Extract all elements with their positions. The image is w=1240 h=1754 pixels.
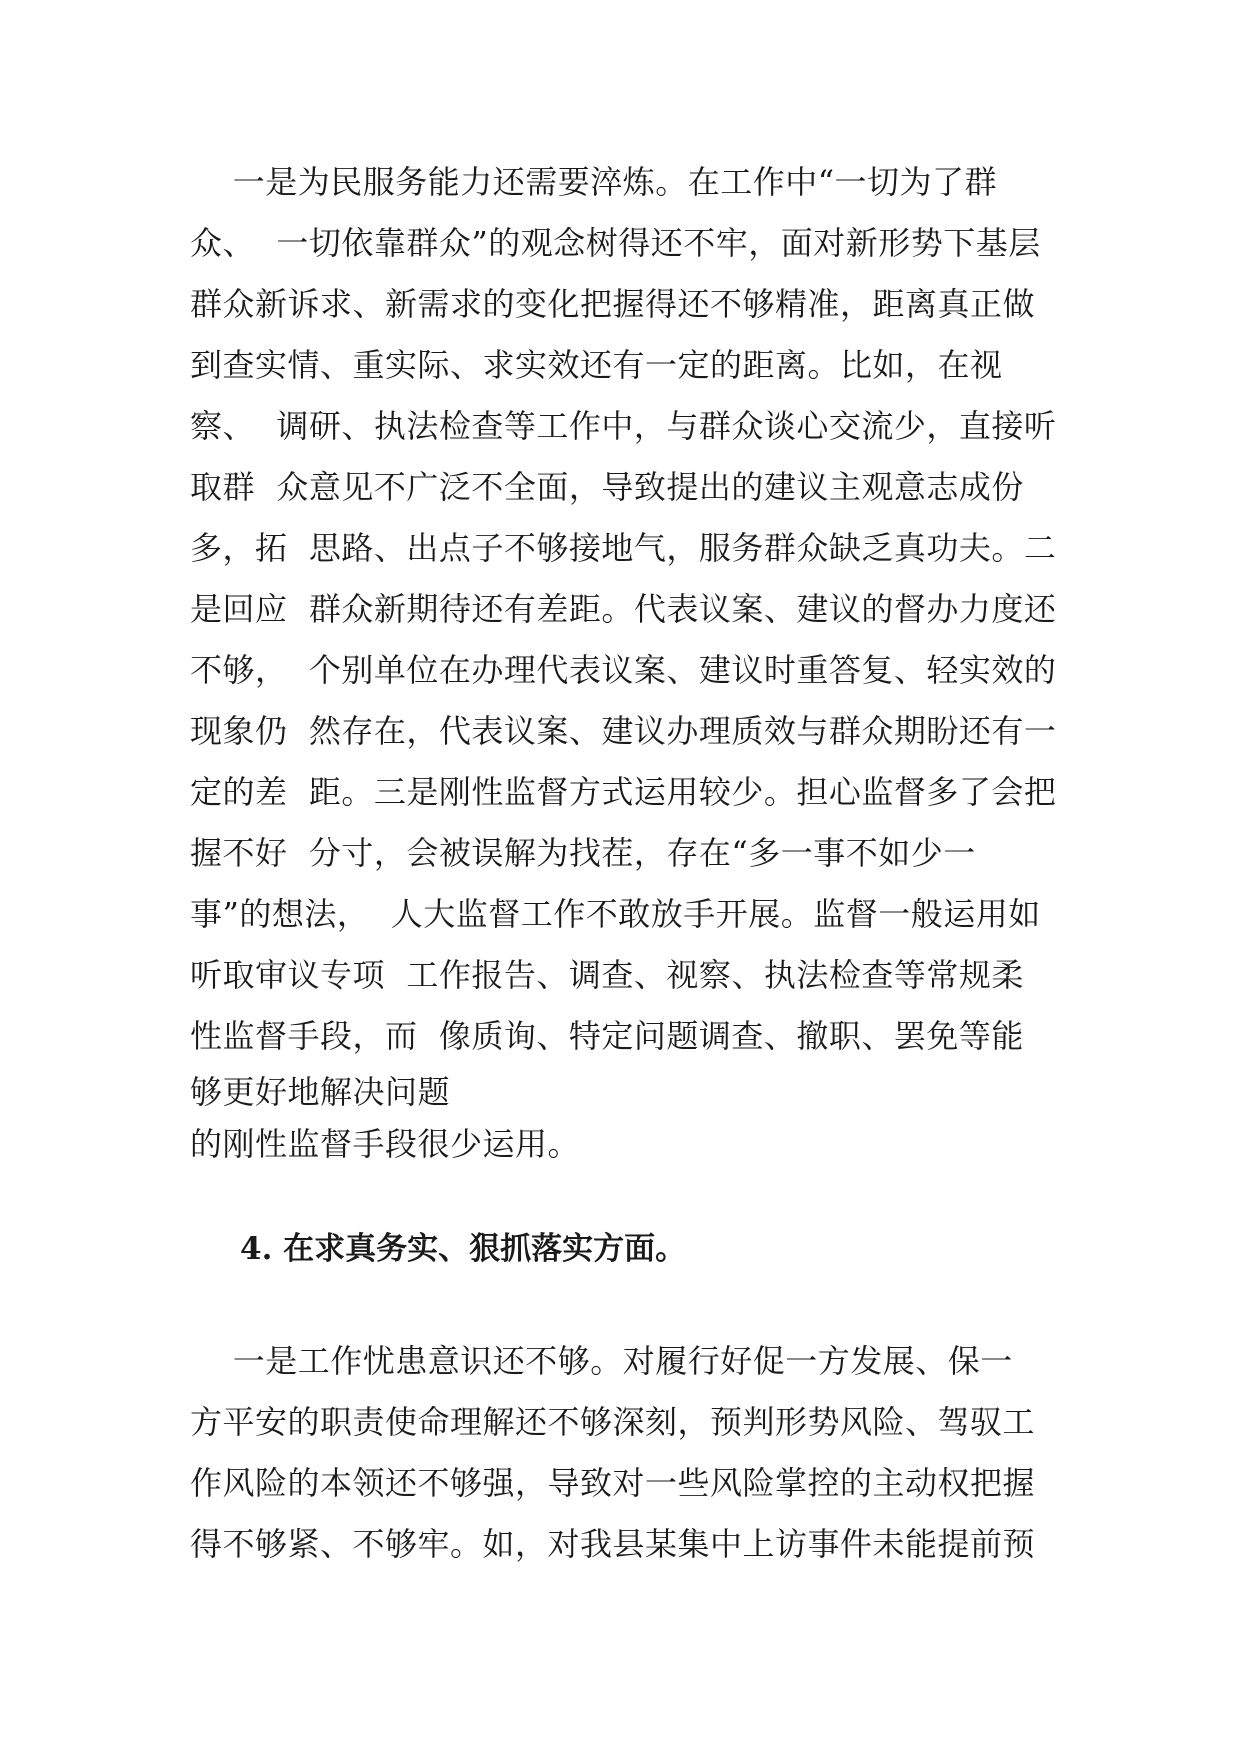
paragraph-1-line: 不够， 个别单位在办理代表议案、建议时重答复、轻实效的 [190, 651, 1057, 689]
paragraph-1-line: 定的差 距。三是刚性监督方式运用较少。担心监督多了会把 [190, 773, 1057, 811]
paragraph-1-line: 现象仍 然存在，代表议案、建议办理质效与群众期盼还有一 [190, 712, 1057, 750]
paragraph-1-line: 听取审议专项 工作报告、调查、视察、执法检查等常规柔 [190, 956, 1024, 994]
paragraph-1-line: 的刚性监督手段很少运用。 [190, 1125, 581, 1163]
paragraph-1-line: 群众新诉求、新需求的变化把握得还不够精准，距离真正做 [190, 285, 1036, 323]
paragraph-1-line: 是回应 群众新期待还有差距。代表议案、建议的督办力度还 [190, 590, 1057, 628]
paragraph-1-line: 一是为民服务能力还需要淬炼。在工作中“一切为了群 [190, 163, 998, 201]
paragraph-1-line: 握不好 分寸，会被误解为找茬，存在“多一事不如少一 [190, 834, 976, 872]
paragraph-2-line: 一是工作忧患意识还不够。对履行好促一方发展、保一 [190, 1342, 1013, 1380]
paragraph-2-line: 方平安的职责使命理解还不够深刻，预判形势风险、驾驭工 [190, 1403, 1036, 1441]
section-heading: 4. 在求真务实、狠抓落实方面。 [240, 1231, 687, 1267]
paragraph-1-line: 多，拓 思路、出点子不够接地气，服务群众缺乏真功夫。二 [190, 529, 1057, 567]
paragraph-1-line: 到查实情、重实际、求实效还有一定的距离。比如，在视 [190, 346, 1003, 384]
paragraph-1-line: 取群 众意见不广泛不全面，导致提出的建议主观意志成份 [190, 468, 1024, 506]
paragraph-2-line: 作风险的本领还不够强，导致对一些风险掌控的主动权把握 [190, 1464, 1036, 1502]
paragraph-1-line: 够更好地解决问题 [190, 1073, 451, 1111]
paragraph-1-line: 性监督手段，而 像质询、特定问题调查、撤职、罢免等能 [190, 1017, 1024, 1055]
paragraph-1-line: 众、 一切依靠群众”的观念树得还不牢，面对新形势下基层 [190, 224, 1041, 262]
paragraph-2-line: 得不够紧、不够牢。如，对我县某集中上访事件未能提前预 [190, 1525, 1036, 1563]
paragraph-1-line: 察、 调研、执法检查等工作中，与群众谈心交流少，直接听 [190, 407, 1057, 445]
paragraph-1-line: 事”的想法， 人大监督工作不敢放手开展。监督一般运用如 [190, 895, 1041, 933]
